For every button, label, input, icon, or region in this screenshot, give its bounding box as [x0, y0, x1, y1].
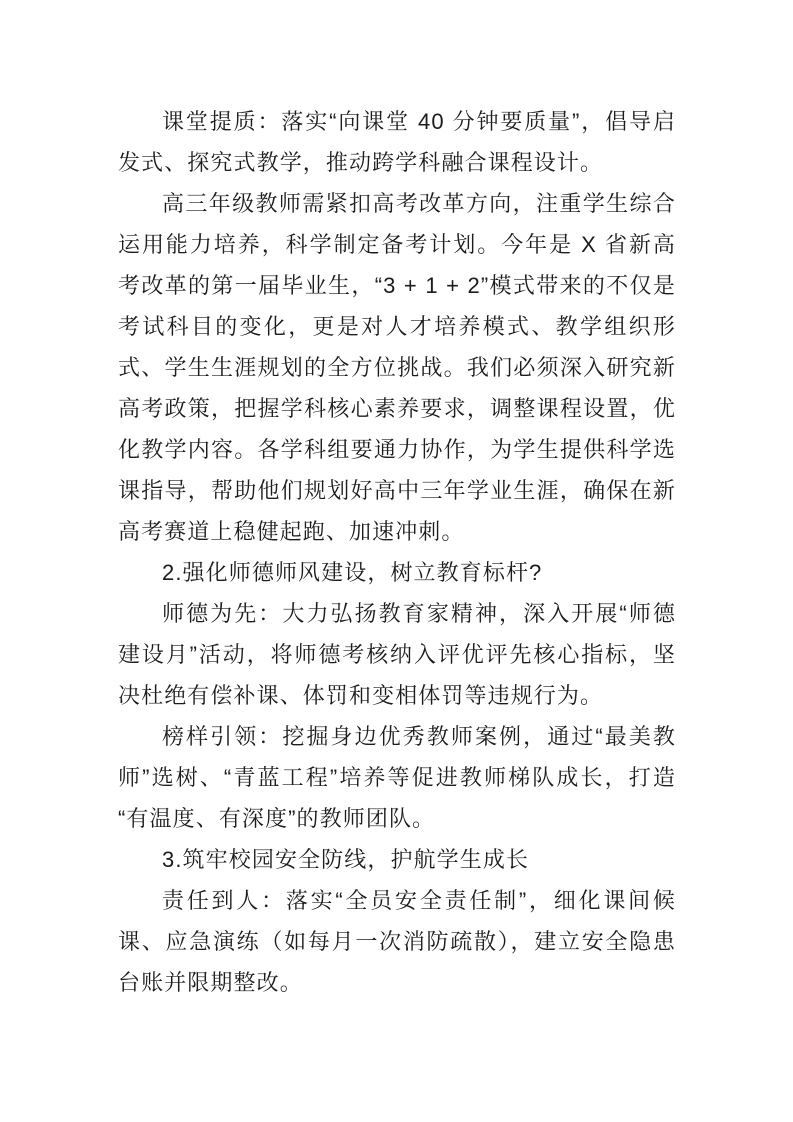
paragraph-role-model-leading: 榜样引领：挖掘身边优秀教师案例，通过“最美教师”选树、“青蓝工程”培养等促进教师梯队成长，打造“有温度、有深度”的教师团队。: [118, 724, 676, 831]
paragraph-grade12-gaokao-reform: 高三年级教师需紧扣高考改革方向，注重学生综合运用能力培养，科学制定备考计划。今年是 X 省新高考改革的第一届毕业生，“3 + 1 + 2”模式带来的不仅是考试科目的变化，更是对人才培养模式、教学组织形式、学生生涯规划的全方位挑战。我们必须深入研究新高考政策，把握学科核心素养要求，调整课程设置，优化教学内容。各学科组要通力协作，为学生提供科学选课指导，帮助他们规划好高中三年学业生涯，确保在新高考赛道上稳健起跑、加速冲刺。: [118, 191, 676, 544]
document-body: [118, 101, 676, 1003]
heading-section-2-teacher-ethics: 2.强化师德师风建设，树立教育标杆?: [162, 560, 543, 585]
paragraph-ethics-first: 师德为先：大力弘扬教育家精神，深入开展“师德建设月”活动，将师德考核纳入评优评先核心指标，坚决杜绝有偿补课、体罚和变相体罚等违规行为。: [118, 601, 676, 708]
paragraph-classroom-quality: 课堂提质：落实“向课堂 40 分钟要质量”，倡导启发式、探究式教学，推动跨学科融合课程设计。: [118, 109, 676, 175]
paragraph-responsibility-to-person: 责任到人：落实“全员安全责任制”，细化课间候课、应急演练（如每月一次消防疏散），建立安全隐患台账并限期整改。: [118, 888, 676, 995]
heading-section-3-campus-safety: 3.筑牢校园安全防线，护航学生成长: [162, 847, 530, 872]
